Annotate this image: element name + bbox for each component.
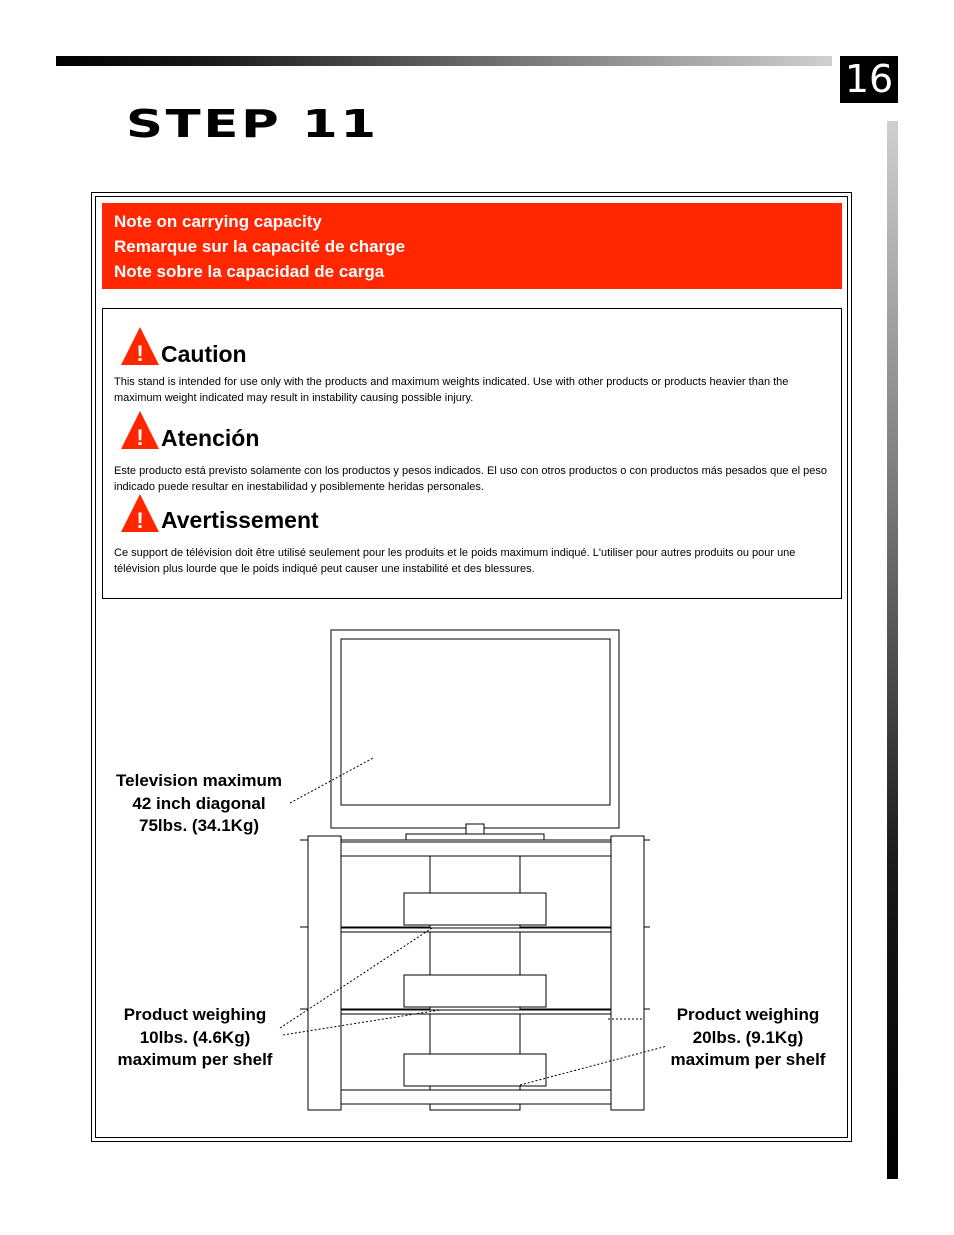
svg-text:!: ! [136, 341, 144, 366]
note-line-en: Note on carrying capacity [114, 212, 322, 231]
tv-label-line-1: Television maximum [116, 771, 282, 790]
warning-heading-atencion: Atención [161, 425, 260, 451]
left-post [308, 836, 341, 1110]
tv-neck [466, 824, 484, 834]
right-post [611, 836, 644, 1110]
center-foot [430, 1104, 520, 1110]
product-box-1 [404, 893, 546, 925]
shelf-2 [340, 928, 612, 932]
warning-heading-avertissement: Avertissement [161, 507, 319, 533]
svg-text:!: ! [136, 425, 144, 450]
step-title: STEP 11 [126, 102, 379, 146]
bottom-shelf [340, 1090, 612, 1104]
product-box-2 [404, 975, 546, 1007]
left-label-line-3: maximum per shelf [117, 1050, 273, 1069]
tv-base [406, 834, 544, 840]
left-label-line-2: 10lbs. (4.6Kg) [139, 1027, 251, 1047]
left-label-line-1: Product weighing [123, 1005, 267, 1024]
warning-text-atencion: Este producto está previsto solamente con los productos y pesos indicados. El uso con otros productos o con productos más pesados que el peso indicado puede resultar en inestabilidad y posiblemente heridas personales. [114, 465, 827, 493]
svg-text:!: ! [136, 508, 144, 533]
product-box-3 [404, 1054, 546, 1086]
tv-screen [341, 639, 610, 805]
right-shelf-capacity-label [656, 1004, 840, 1072]
warning-text-caution: This stand is intended for use only with the products and maximum weights indicated. Use with other products or products heavier than the maximum weight indicated may result in instability causing possible injury. [114, 376, 789, 404]
note-line-fr: Remarque sur la capacité de charge [114, 237, 406, 256]
top-shelf [340, 842, 612, 856]
warning-heading-caution: Caution [161, 341, 247, 367]
right-label-line-1: Product weighing [676, 1005, 820, 1024]
right-label-line-3: maximum per shelf [670, 1050, 826, 1069]
tv-label-line-3: 75lbs. (34.1Kg) [139, 816, 259, 835]
note-line-es: Note sobre la capacidad de carga [114, 262, 385, 281]
warning-text-avertissement: Ce support de télévision doit être utilisé seulement pour les produits et le poids maximum indiqué. L'utiliser pour autres produits ou pour une télévision plus lourde que le poids indiqué peut causer une instabilité et des blessures. [114, 547, 796, 575]
shelf-3 [340, 1010, 612, 1014]
page-number: 16 [840, 56, 898, 103]
tv-label-line-2: 42 inch diagonal [132, 793, 266, 813]
left-shelf-capacity-label [100, 1004, 290, 1072]
right-label-line-2: 20lbs. (9.1Kg) [692, 1027, 804, 1047]
tv-capacity-label [100, 770, 298, 838]
